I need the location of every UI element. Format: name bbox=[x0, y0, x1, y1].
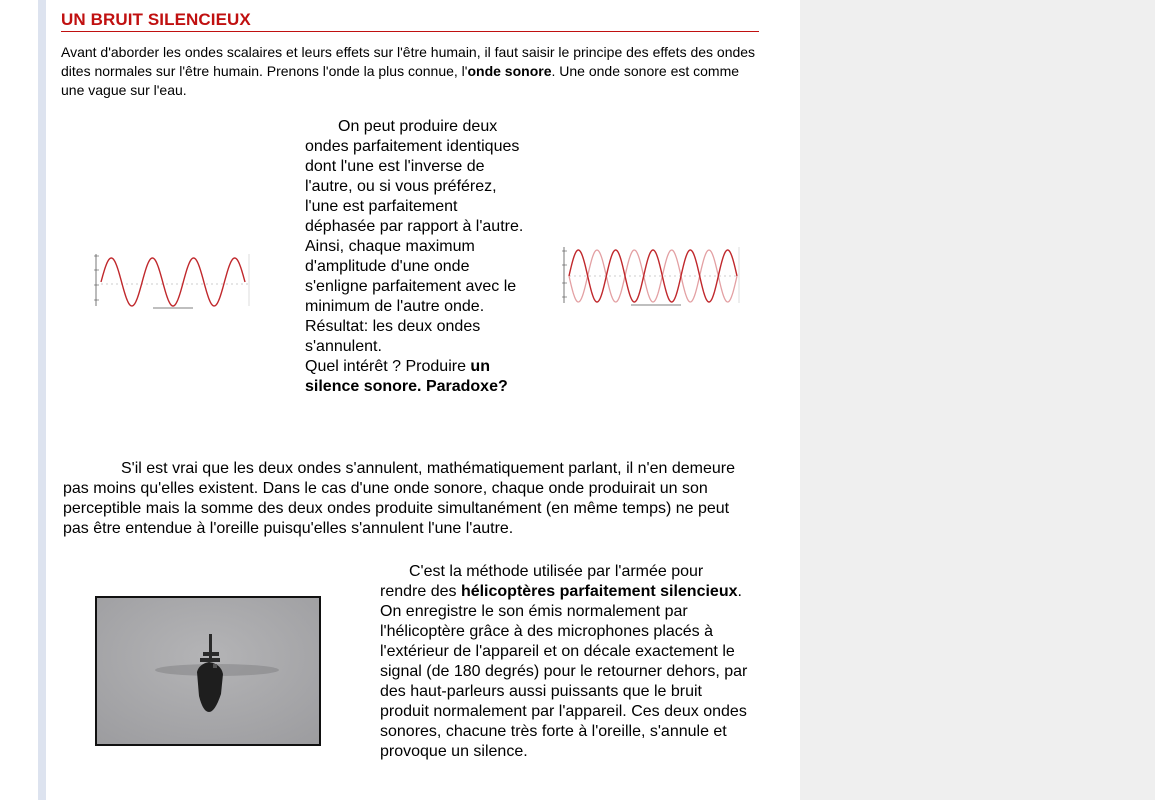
helicopter-photo bbox=[95, 596, 321, 746]
column-question: Quel intérêt ? Produire bbox=[305, 358, 471, 375]
left-margin-rule bbox=[38, 0, 46, 800]
column-question-bold: un silence sonore. Paradoxe? bbox=[305, 358, 508, 395]
cancellation-paragraph bbox=[63, 459, 753, 539]
paragraph2-text: S'il est vrai que les deux ondes s'annulent, mathématiquement parlant, il n'en demeure pas moins qu'elles existent. Dans le cas d'une onde sonore, chaque onde produirait un son perceptible mais la somme des deux ondes produite simultanément (en même temps) ne peut pas être entendue à l'oreille puisqu'elles s'annulent l'une l'autre. bbox=[63, 460, 735, 537]
intro-text-after: . Une onde sonore est comme une vague sur l'eau. bbox=[61, 63, 740, 98]
intro-text-before: Avant d'aborder les ondes scalaires et leurs effets sur l'être humain, il faut saisir le principe des effets des ondes dites normales sur l'être humain. Prenons l'onde la plus connue, l' bbox=[61, 44, 756, 79]
column-text: On peut produire deux ondes parfaitement identiques dont l'une est l'inverse de l'autre, ou si vous préférez, l'une est parfaitement déphasée par rapport à l'autre. Ainsi, chaque maximum d'amplitude d'une onde s'enligne parfaitement avec le minimum de l'autre onde. Résultat: les deux ondes s'annulent. bbox=[305, 118, 524, 355]
article bbox=[61, 0, 761, 800]
column2-bold-term: hélicoptères parfaitement silencieux bbox=[460, 583, 738, 600]
wave-explanation-column bbox=[305, 117, 525, 397]
helicopter-explanation-column bbox=[380, 562, 750, 762]
column2-text-before: C'est la méthode utilisée par l'armée pour rendre des bbox=[380, 563, 704, 600]
right-side-panel bbox=[800, 0, 1155, 800]
opposing-waves-figure bbox=[561, 243, 741, 309]
article-title: UN BRUIT SILENCIEUX bbox=[61, 10, 759, 32]
intro-paragraph bbox=[61, 43, 761, 100]
column2-text-after: . On enregistre le son émis normalement par l'hélicoptère grâce à des microphones placés à l'extérieur de l'appareil et on décale exactement le signal (de 180 degrés) pour le retourner dehors, par des haut-parleurs aussi puissants que le bruit produit normalement par l'appareil. Ces deux ondes sonores, chacune très forte à l'oreille, s'annule et provoque un silence. bbox=[380, 583, 748, 760]
intro-bold-term: onde sonore bbox=[467, 63, 552, 79]
single-wave-figure bbox=[93, 250, 251, 312]
